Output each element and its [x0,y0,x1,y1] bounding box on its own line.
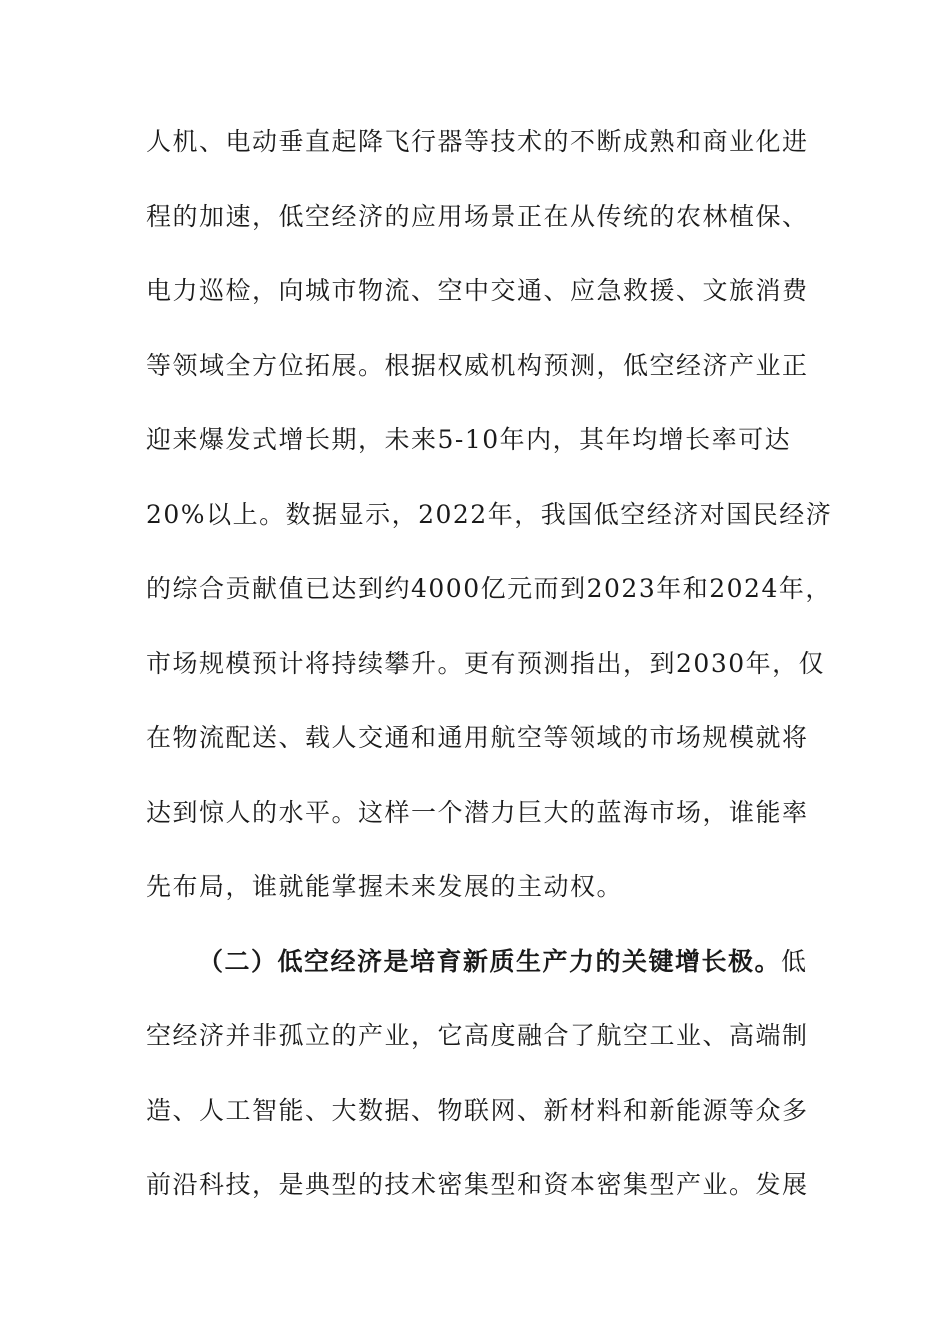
text-line: 等领域全方位拓展。根据权威机构预测，低空经济产业正 [146,350,809,380]
text-line: 在物流配送、载人交通和通用航空等领域的市场规模就将 [146,723,809,752]
text-line: 达到惊人的水平。这样一个潜力巨大的蓝海市场，谁能率 [146,797,809,827]
section-heading-line [146,942,826,1017]
text-line: 电力巡检，向城市物流、空中交通、应急救援、文旅消费 [146,276,809,305]
text-line: 前沿科技，是典型的技术密集型和资本密集型产业。发展 [146,1170,809,1199]
text-line: 的综合贡献值已达到约4000亿元而到2023年和2024年， [146,574,832,603]
text-line: 先布局，谁就能掌握未来发展的主动权。 [146,872,624,901]
text-line: 程的加速，低空经济的应用场景正在从传统的农林植保、 [146,201,809,231]
section-heading-tail: 低 [781,946,808,976]
text-line: 人机、电动垂直起降飞行器等技术的不断成熟和商业化进 [146,127,809,156]
text-line: 20%以上。数据显示，2022年，我国低空经济对国民经济 [146,499,833,529]
text-line: 空经济并非孤立的产业，它高度融合了航空工业、高端制 [146,1021,809,1050]
text-line: 市场规模预计将持续攀升。更有预测指出，到2030年，仅 [146,648,826,678]
section-heading: （二）低空经济是培育新质生产力的关键增长极。 [198,946,782,976]
text-line: 造、人工智能、大数据、物联网、新材料和新能源等众多 [146,1095,809,1125]
text-line: 迎来爆发式增长期，未来5-10年内，其年均增长率可达 [146,425,792,454]
document-body [146,122,833,1240]
